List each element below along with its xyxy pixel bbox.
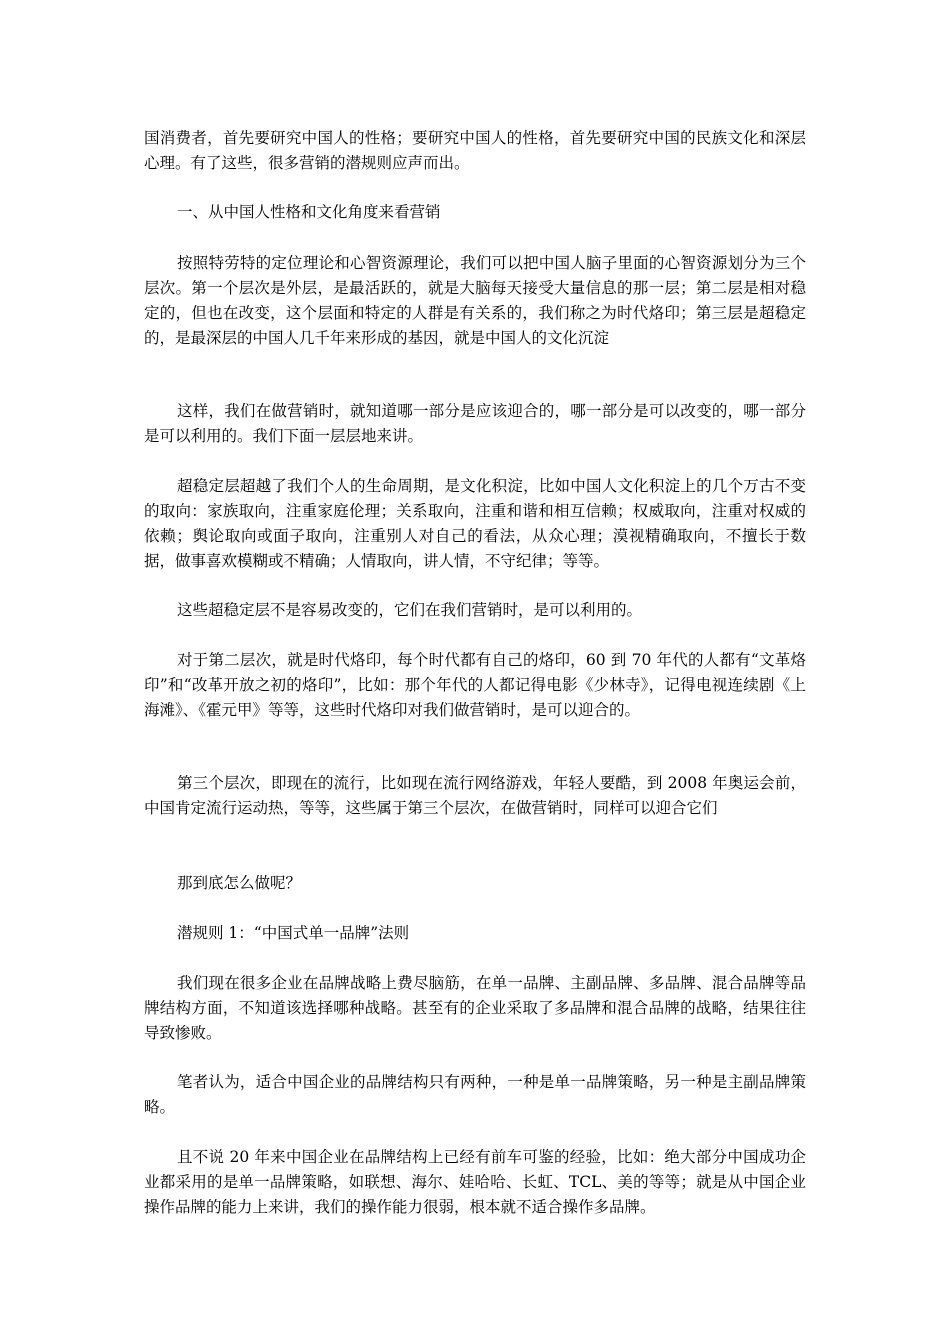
paragraph-author-view: 笔者认为，适合中国企业的品牌结构只有两种，一种是单一品牌策略，另一种是主副品牌策略。 — [144, 1073, 806, 1116]
paragraph-second-layer: 对于第二层次，就是时代烙印，每个时代都有自己的烙印，60 到 70 年代的人都有“文革烙印”和“改革开放之初的烙印”，比如：那个年代的人都记得电影《少林寺》，记得电视连续剧《上海滩》、《霍元甲》等等，这些时代烙印对我们做营销时，是可以迎合的。 — [144, 651, 806, 719]
paragraph-mind-resources: 按照特劳特的定位理论和心智资源理论，我们可以把中国人脑子里面的心智资源划分为三个层次。第一个层次是外层，是最活跃的，就是大脑每天接受大量信息的那一层；第二层是相对稳定的，但也在改变，这个层面和特定的人群是有关系的，我们称之为时代烙印；第三层是超稳定的，是最深层的中国人几千年来形成的基因，就是中国人的文化沉淀 — [144, 254, 806, 347]
paragraph-third-layer: 第三个层次，即现在的流行，比如现在流行网络游戏，年轻人要酷，到 2008 年奥运会前，中国肯定流行运动热，等等，这些属于第三个层次，在做营销时，同样可以迎合它们 — [144, 774, 806, 817]
paragraph-single-brand: 且不说 20 年来中国企业在品牌结构上已经有前车可鉴的经验，比如：绝大部分中国成功企业都采用的是单一品牌策略，如联想、海尔、娃哈哈、长虹、TCL、美的等等；就是从中国企业操作品牌的能力上来讲，我们的操作能力很弱，根本就不适合操作多品牌。 — [144, 1148, 806, 1216]
paragraph-intro: 国消费者，首先要研究中国人的性格；要研究中国人的性格，首先要研究中国的民族文化和深层心理。有了这些，很多营销的潜规则应声而出。 — [144, 129, 806, 172]
rule-heading: 潜规则 1：“中国式单一品牌”法则 — [177, 924, 410, 942]
paragraph-marketing-layers: 这样，我们在做营销时，就知道哪一部分是应该迎合的，哪一部分是可以改变的，哪一部分是可以利用的。我们下面一层层地来讲。 — [144, 402, 806, 445]
paragraph-brand-strategy: 我们现在很多企业在品牌战略上费尽脑筋，在单一品牌、主副品牌、多品牌、混合品牌等品牌结构方面，不知道该选择哪种战略。甚至有的企业采取了多品牌和混合品牌的战略，结果往往导致惨败。 — [144, 974, 806, 1042]
paragraph-ultra-stable-use: 这些超稳定层不是容易改变的，它们在我们营销时，是可以利用的。 — [177, 601, 643, 619]
paragraph-question: 那到底怎么做呢？ — [177, 874, 302, 892]
paragraph-ultra-stable-layer: 超稳定层超越了我们个人的生命周期，是文化积淀，比如中国人文化积淀上的几个万古不变的取向：家族取向，注重家庭伦理；关系取向，注重和谐和相互信赖；权威取向，注重对权威的依赖；舆论取向或面子取向，注重别人对自己的看法，从众心理；漠视精确取向，不擅长于数据，做事喜欢模糊或不精确；人情取向，讲人情，不守纪律；等等。 — [144, 477, 806, 570]
section-heading: 一、从中国人性格和文化角度来看营销 — [177, 203, 441, 221]
